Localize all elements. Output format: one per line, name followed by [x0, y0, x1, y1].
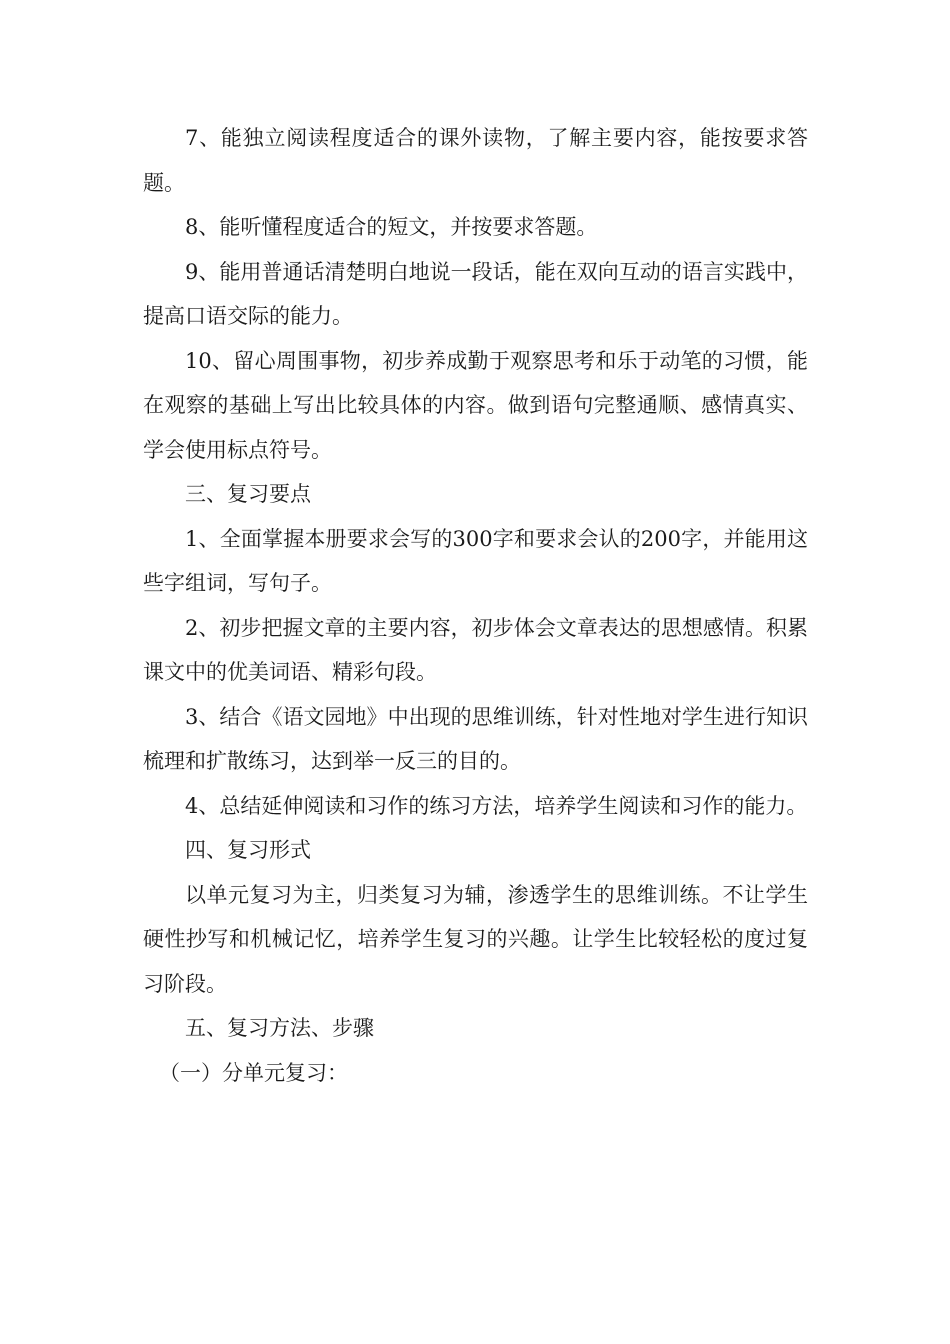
paragraph-point-3: 3、结合《语文园地》中出现的思维训练，针对性地对学生进行知识梳理和扩散练习，达到举一反三的目的。 — [143, 704, 808, 773]
paragraph-point-1: 1、全面掌握本册要求会写的300字和要求会认的200字，并能用这些字组词，写句子。 — [143, 526, 808, 595]
section-heading-review-points: 三、复习要点 — [185, 482, 311, 506]
paragraph-item-7: 7、能独立阅读程度适合的课外读物，了解主要内容，能按要求答题。 — [143, 126, 808, 195]
section-heading-review-methods: 五、复习方法、步骤 — [185, 1016, 374, 1040]
paragraph-item-9: 9、能用普通话清楚明白地说一段话，能在双向互动的语言实践中，提高口语交际的能力。 — [143, 259, 808, 328]
document-body — [143, 116, 808, 1095]
paragraph-review-format: 以单元复习为主，归类复习为辅，渗透学生的思维训练。不让学生硬性抄写和机械记忆，培养学生复习的兴趣。让学生比较轻松的度过复习阶段。 — [143, 882, 808, 996]
paragraph-point-2: 2、初步把握文章的主要内容，初步体会文章表达的思想感情。积累课文中的优美词语、精彩句段。 — [143, 615, 808, 684]
section-heading-review-format: 四、复习形式 — [185, 838, 311, 862]
paragraph-item-10: 10、留心周围事物，初步养成勤于观察思考和乐于动笔的习惯，能在观察的基础上写出比较具体的内容。做到语句完整通顺、感情真实、学会使用标点符号。 — [143, 348, 808, 462]
subsection-heading-unit-review: （一）分单元复习： — [159, 1060, 348, 1085]
paragraph-point-4: 4、总结延伸阅读和习作的练习方法，培养学生阅读和习作的能力。 — [185, 793, 808, 818]
paragraph-item-8: 8、能听懂程度适合的短文，并按要求答题。 — [185, 215, 598, 239]
